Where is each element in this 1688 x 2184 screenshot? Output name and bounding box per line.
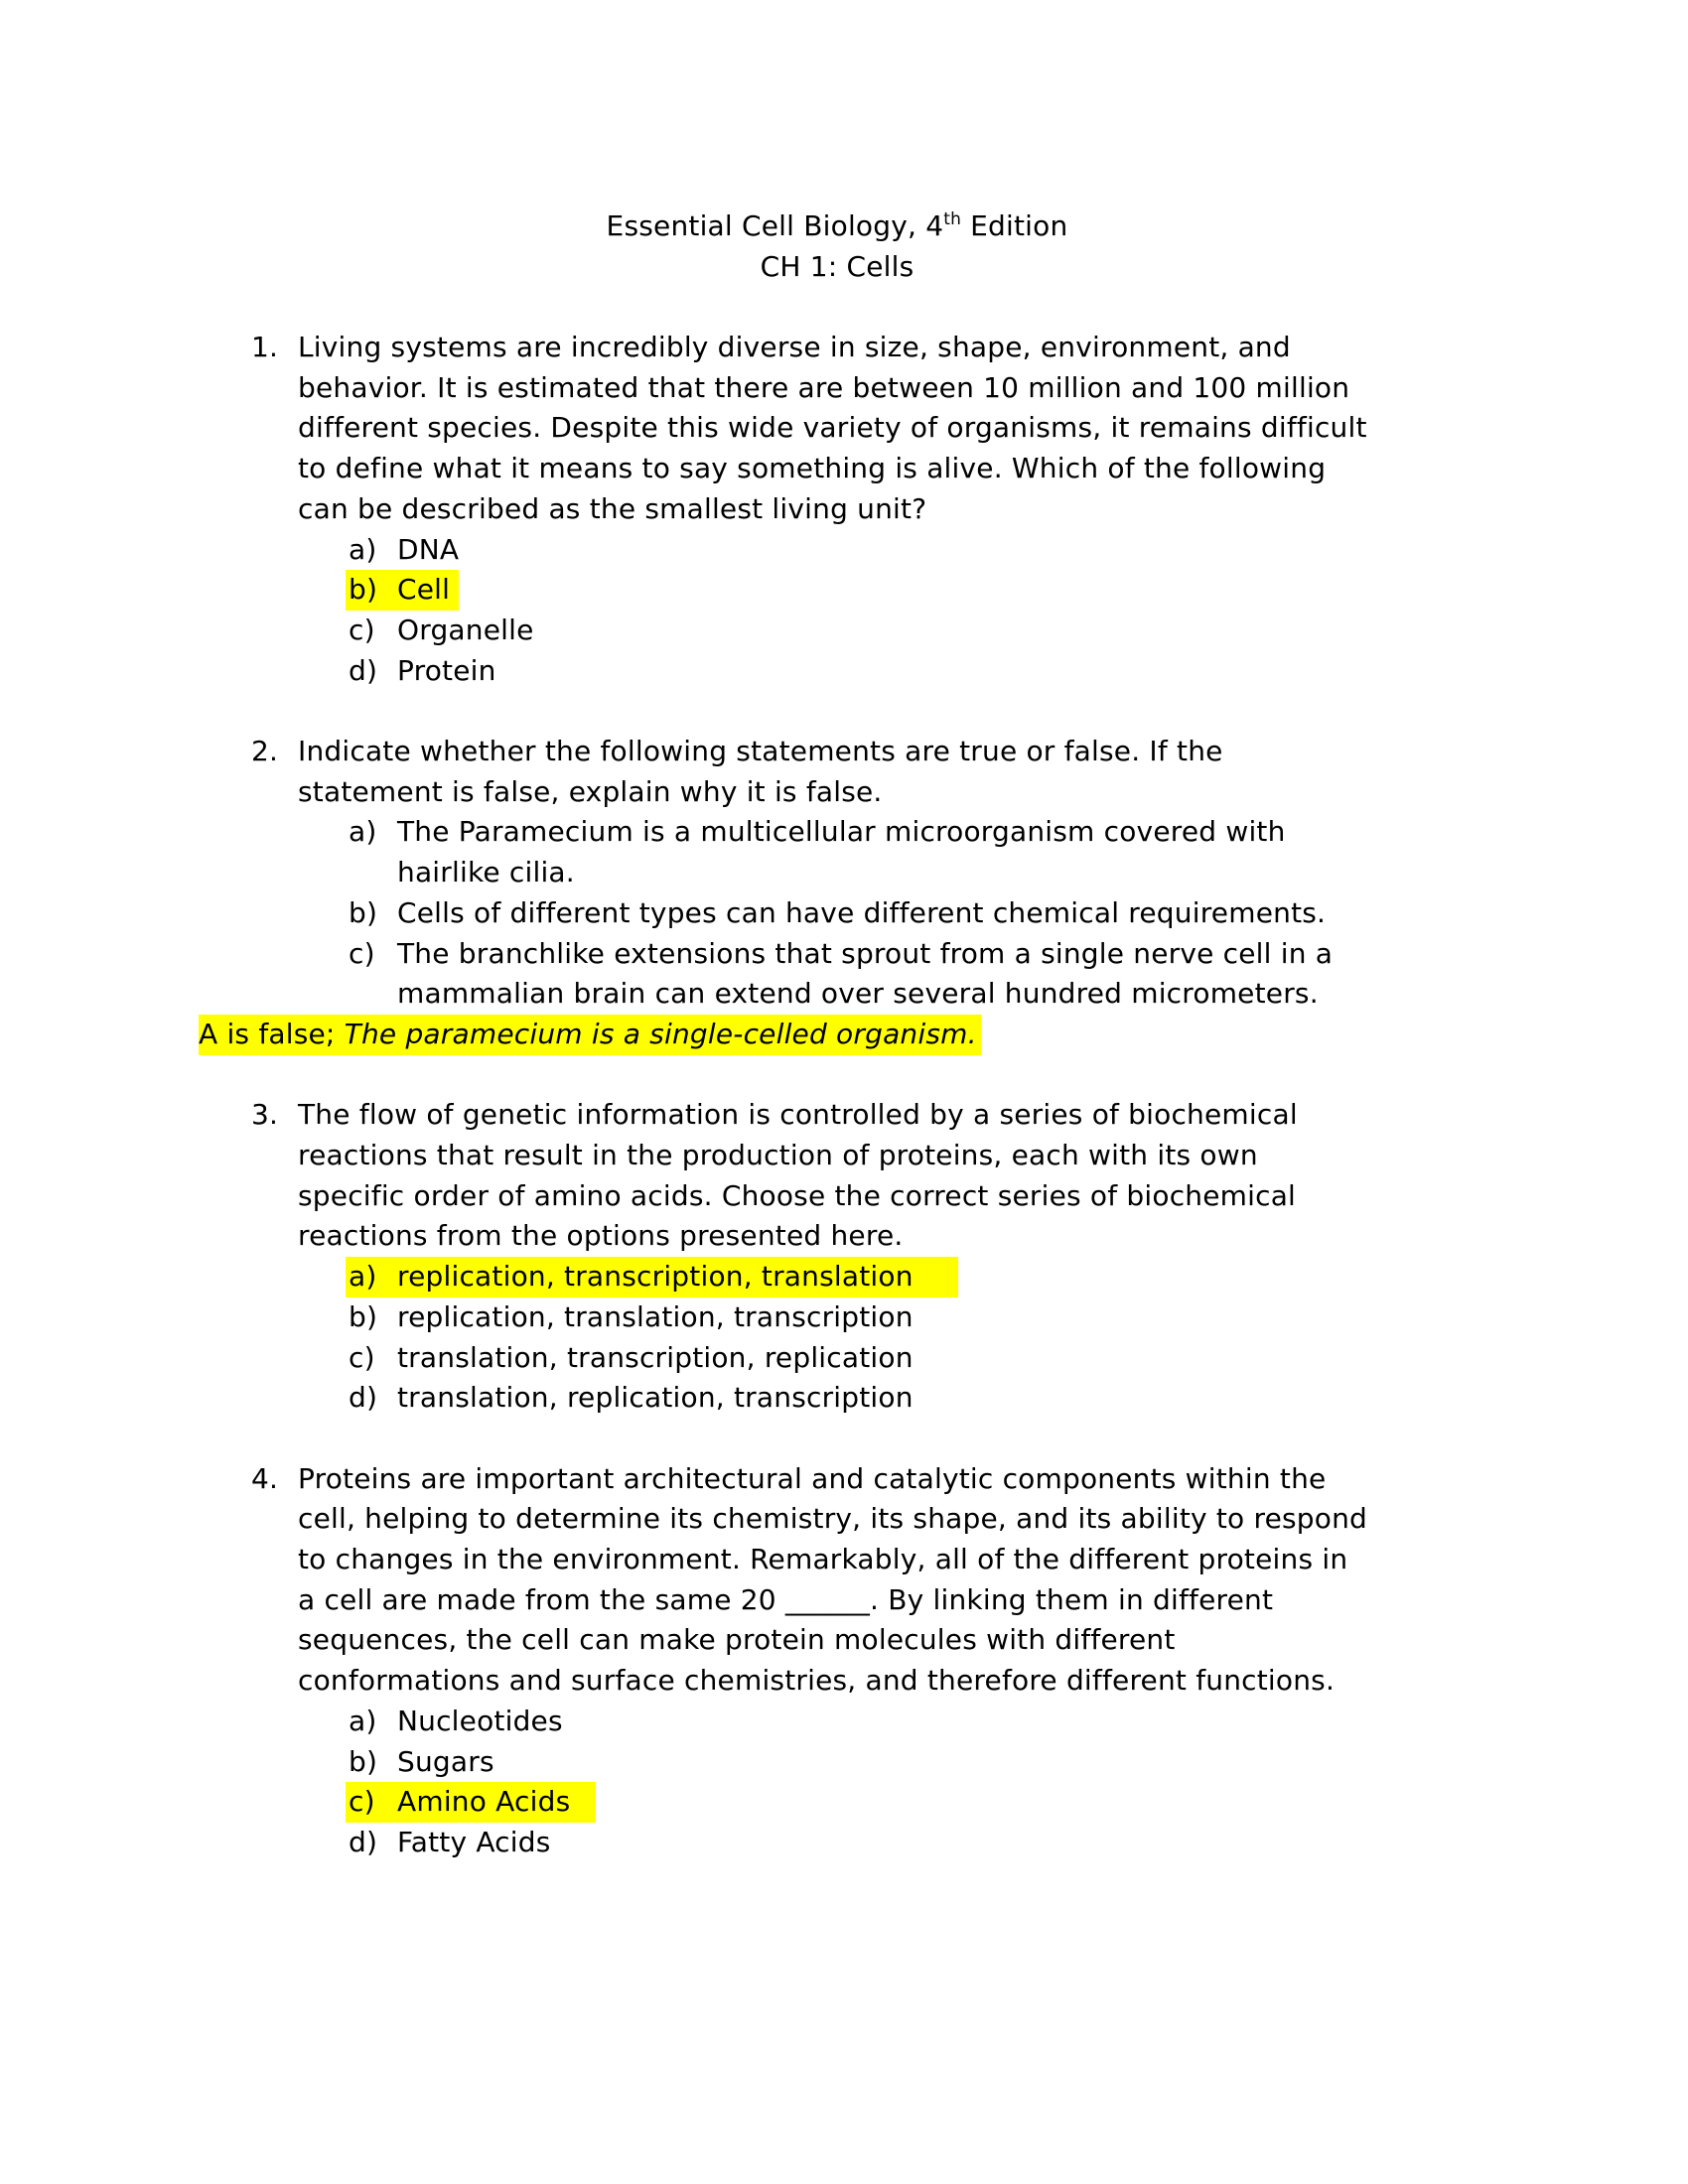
answer-prefix: A is false;: [199, 1017, 345, 1050]
question-text-line: Indicate whether the following statements are true or false. If the: [298, 735, 1223, 767]
question-text-line: reactions from the options presented here.: [298, 1219, 904, 1253]
answer-explanation-highlighted: [199, 1015, 981, 1055]
question-text-line: Living systems are incredibly diverse in size, shape, environment, and: [298, 331, 1291, 363]
option-text: Protein: [397, 653, 496, 687]
question-text-line: conformations and surface chemistries, and therefore different functions.: [298, 1664, 1336, 1698]
option-text: hairlike cilia.: [397, 856, 575, 889]
option-text: Sugars: [397, 1744, 494, 1778]
question-number: 1.: [251, 331, 279, 363]
answer-explanation: The paramecium is a single-celled organism.: [344, 1017, 977, 1050]
question-text-line: different species. Despite this wide variety of organisms, it remains difficult: [298, 411, 1367, 445]
question-text-line: sequences, the cell can make protein molecules with different: [298, 1623, 1176, 1657]
option-text: DNA: [397, 532, 460, 566]
question-text-line: Proteins are important architectural and catalytic components within the: [298, 1461, 1327, 1495]
option-text: mammalian brain can extend over several hundred micrometers.: [397, 977, 1319, 1011]
option-text: translation, replication, transcription: [397, 1381, 914, 1415]
option-text: Cell: [397, 573, 451, 607]
option-label: d): [349, 1825, 378, 1858]
option-text: Cells of different types can have different chemical requirements.: [397, 895, 1327, 929]
question-text-line: specific order of amino acids. Choose the correct series of biochemical: [298, 1178, 1297, 1212]
question-number: 2.: [251, 735, 279, 767]
question-text-line: a cell are made from the same 20 ______. By linking them in different: [298, 1582, 1274, 1616]
title-edition: Edition: [961, 209, 1068, 242]
question-number: 4.: [251, 1461, 279, 1495]
title-text: Essential Cell Biology, 4: [606, 209, 944, 242]
option-text: Fatty Acids: [397, 1825, 551, 1858]
option-text: The Paramecium is a multicellular microorganism covered with: [397, 815, 1286, 849]
option-label: d): [349, 1381, 378, 1415]
option-label: b): [349, 573, 378, 607]
question-text-line: statement is false, explain why it is false.: [298, 774, 883, 808]
option-text: replication, transcription, translation: [397, 1260, 914, 1294]
question-text-line: reactions that result in the production of proteins, each with its own: [298, 1139, 1258, 1171]
option-label: b): [349, 1299, 378, 1333]
question-text-line: The flow of genetic information is controlled by a series of biochemical: [298, 1098, 1298, 1132]
option-label: c): [349, 1785, 375, 1819]
option-label: b): [349, 1744, 378, 1778]
question-text-line: to define what it means to say something is alive. Which of the following: [298, 452, 1327, 485]
option-label: d): [349, 653, 378, 687]
question-text-line: cell, helping to determine its chemistry, its shape, and its ability to respond: [298, 1502, 1368, 1536]
title-superscript: th: [943, 209, 962, 229]
option-label: c): [349, 1340, 375, 1374]
question-number: 3.: [251, 1098, 279, 1132]
option-text: Organelle: [397, 613, 534, 646]
option-label: a): [349, 532, 377, 566]
option-label: c): [349, 936, 375, 970]
option-label: a): [349, 815, 377, 849]
chapter-subtitle: CH 1: Cells: [760, 249, 914, 283]
option-text: The branchlike extensions that sprout from a single nerve cell in a: [397, 936, 1334, 970]
option-label: c): [349, 613, 375, 646]
option-text: Nucleotides: [397, 1704, 563, 1737]
question-text-line: can be described as the smallest living unit?: [298, 491, 927, 525]
option-text: Amino Acids: [397, 1785, 571, 1819]
option-label: a): [349, 1260, 377, 1294]
option-text: replication, translation, transcription: [397, 1299, 914, 1333]
document-title: [0, 206, 1674, 247]
option-text: translation, transcription, replication: [397, 1340, 914, 1374]
question-text-line: to changes in the environment. Remarkably, all of the different proteins in: [298, 1543, 1348, 1575]
option-label: b): [349, 895, 378, 929]
option-label: a): [349, 1704, 377, 1737]
question-text-line: behavior. It is estimated that there are between 10 million and 100 million: [298, 370, 1350, 404]
